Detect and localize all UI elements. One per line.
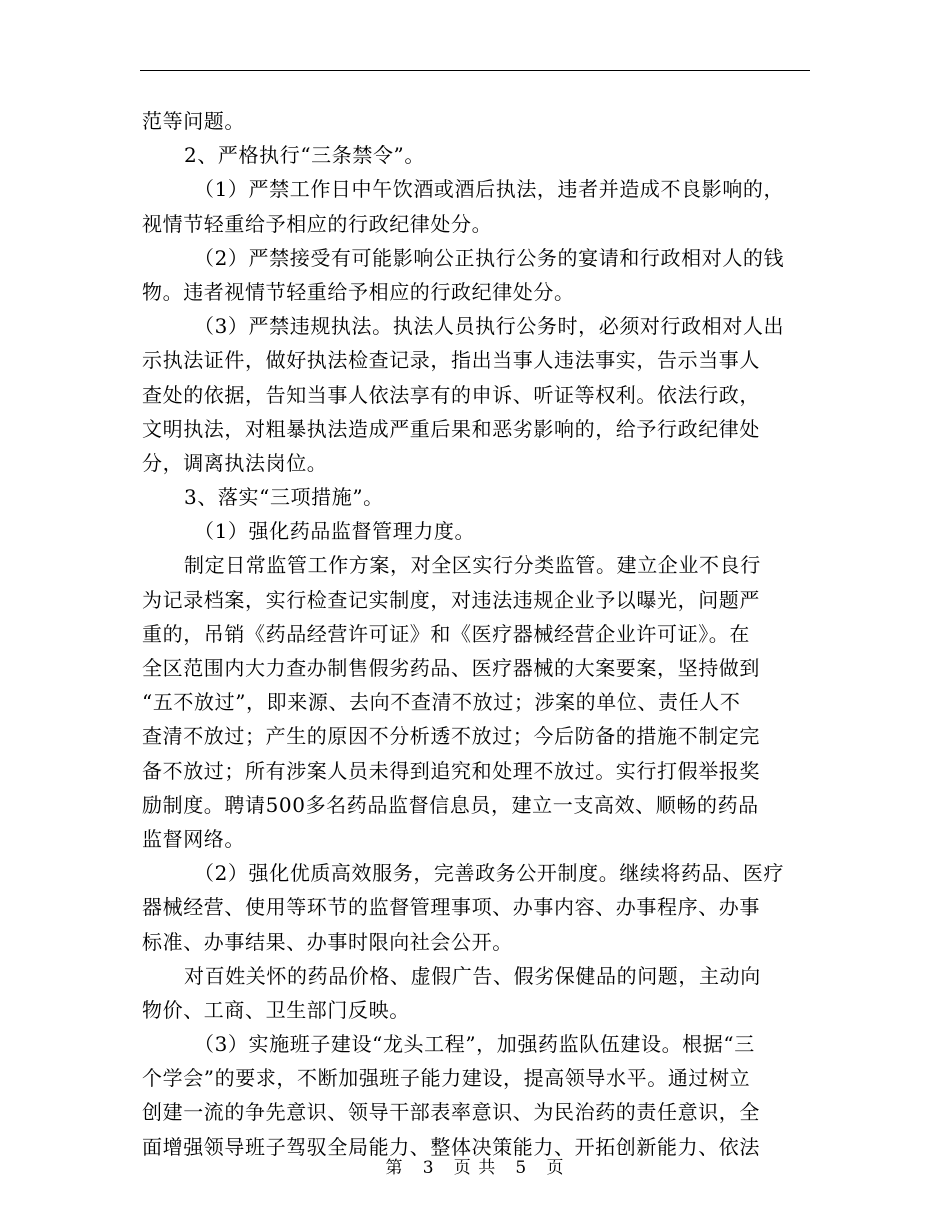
text-line: 物价、工商、卫生部门反映。	[142, 997, 410, 1022]
text-line: （1）强化药品监督管理力度。	[194, 519, 476, 544]
body-text	[142, 104, 810, 1164]
text-line: 备不放过；所有涉案人员未得到追究和处理不放过。实行打假举报奖	[142, 758, 760, 783]
text-line: （3）严禁违规执法。执法人员执行公务时，必须对行政相对人出	[194, 314, 785, 339]
total-pages: 5	[515, 1158, 528, 1178]
footer-prefix: 第	[385, 1158, 404, 1178]
text-line: （1）严禁工作日中午饮酒或酒后执法，违者并造成不良影响的，	[194, 177, 785, 202]
text-line: 器械经营、使用等环节的监督管理事项、办事内容、办事程序、办事	[142, 895, 760, 920]
page-footer	[0, 1153, 950, 1178]
footer-suffix: 页	[546, 1158, 565, 1178]
text-line: 为记录档案，实行检查记实制度，对违法违规企业予以曝光，问题严	[142, 587, 760, 612]
text-line: （3）实施班子建设“龙头工程”，加强药监队伍建设。根据“三	[194, 1032, 755, 1057]
text-line: 对百姓关怀的药品价格、虚假广告、假劣保健品的问题，主动向	[184, 963, 761, 988]
text-line: 监督网络。	[142, 826, 245, 851]
header-rule	[140, 70, 810, 71]
section-heading: 3、落实“三项措施”。	[184, 485, 384, 510]
text-line: 面增强领导班子驾驭全局能力、整体决策能力、开拓创新能力、依法	[142, 1134, 760, 1159]
text-line: 励制度。聘请500多名药品监督信息员，建立一支高效、顺畅的药品	[142, 792, 759, 817]
text-line: （2）严禁接受有可能影响公正执行公务的宴请和行政相对人的钱	[194, 245, 785, 270]
text-line: 文明执法，对粗暴执法造成严重后果和恶劣影响的，给予行政纪律处	[142, 416, 760, 441]
text-line: 标准、办事结果、办事时限向社会公开。	[142, 929, 513, 954]
text-line: 制定日常监管工作方案，对全区实行分类监管。建立企业不良行	[184, 553, 761, 578]
text-line: 范等问题。	[142, 109, 245, 133]
text-line: 重的，吊销《药品经营许可证》和《医疗器械经营企业许可证》。在	[142, 621, 750, 646]
text-line: （2）强化优质高效服务，完善政务公开制度。继续将药品、医疗	[194, 861, 785, 886]
text-line: 示执法证件，做好执法检查记录，指出当事人违法事实，告示当事人	[142, 348, 760, 373]
text-line: 物。违者视情节轻重给予相应的行政纪律处分。	[142, 279, 575, 304]
text-line: 个学会”的要求，不断加强班子能力建设，提高领导水平。通过树立	[142, 1066, 751, 1091]
page-number: 3	[422, 1158, 435, 1178]
text-line: 创建一流的争先意识、领导干部表率意识、为民治药的责任意识，全	[142, 1100, 760, 1125]
text-line: “五不放过”，即来源、去向不查清不放过；涉案的单位、责任人不	[142, 690, 741, 715]
footer-middle: 页 共	[453, 1158, 497, 1178]
text-line: 视情节轻重给予相应的行政纪律处分。	[142, 211, 493, 236]
text-line: 查处的依据，告知当事人依法享有的申诉、听证等权利。依法行政，	[142, 382, 760, 407]
section-heading: 2、严格执行“三条禁令”。	[184, 143, 425, 168]
text-line: 查清不放过；产生的原因不分析透不放过；今后防备的措施不制定完	[142, 724, 760, 749]
text-line: 分，调离执法岗位。	[142, 450, 328, 475]
text-line: 全区范围内大力查办制售假劣药品、医疗器械的大案要案，坚持做到	[142, 656, 760, 680]
